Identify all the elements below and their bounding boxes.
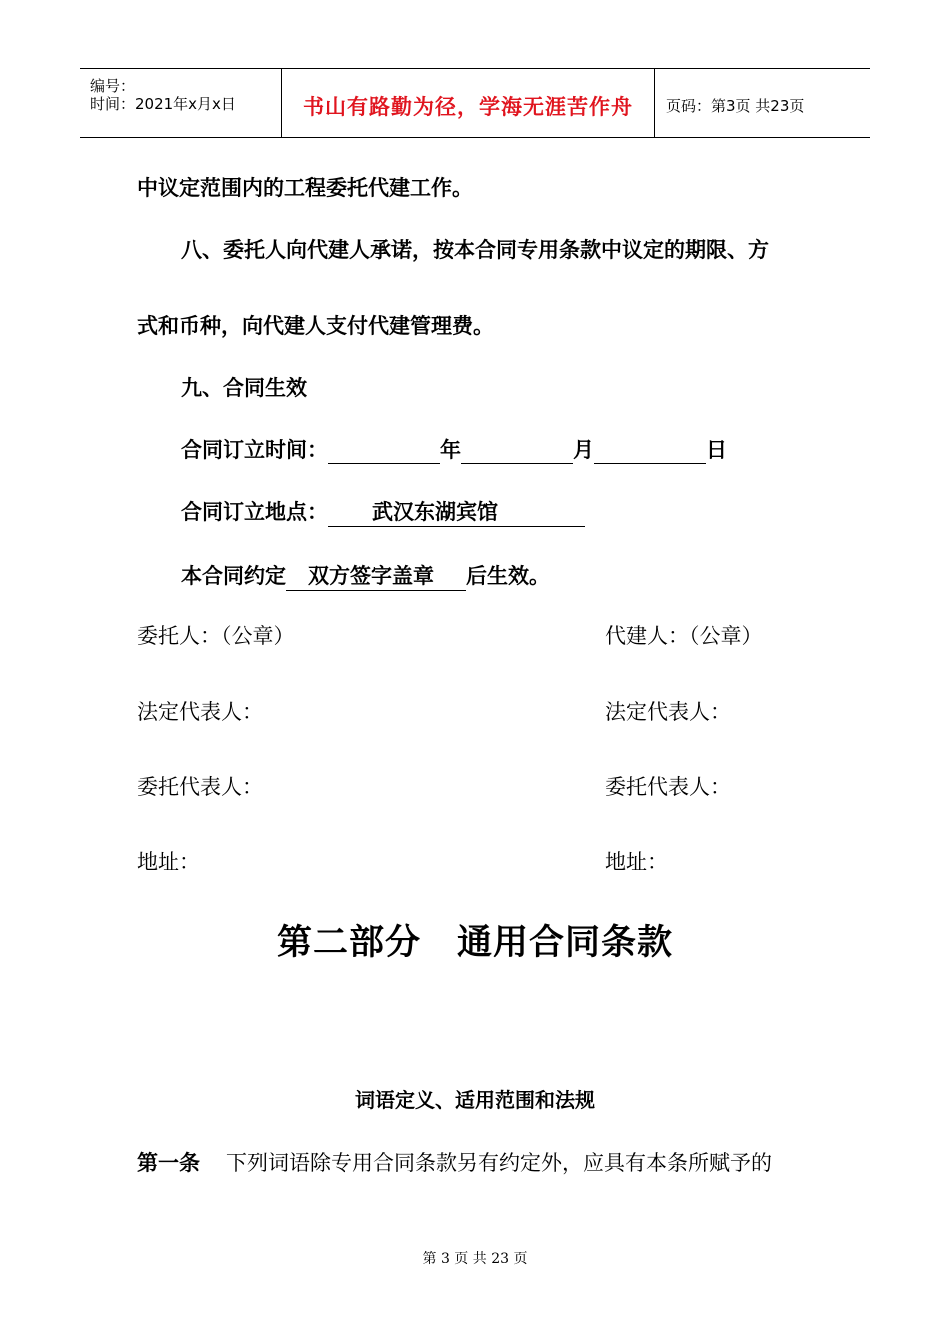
sign-month-blank [461, 439, 573, 464]
sign-place-label: 合同订立地点： [181, 499, 328, 524]
effect-value: 双方签字盖章 [286, 560, 466, 591]
effect-row [181, 560, 550, 591]
sign-place-value: 武汉东湖宾馆 [328, 496, 585, 527]
sign-time-label: 合同订立时间： [181, 437, 328, 462]
body-line-4: 九、合同生效 [181, 375, 307, 400]
header-motto: 书山有路勤为径，学海无涯苦作舟 [303, 95, 633, 119]
article-1-label: 第一条 [137, 1150, 200, 1175]
page-footer: 第 3 页 共 23 页 [422, 1251, 528, 1267]
document-date-label: 时间：2021年x月x日 [90, 95, 236, 113]
sign-year-blank [328, 439, 440, 464]
header-meta-cell [80, 69, 282, 137]
document-number-label: 编号： [90, 77, 136, 95]
left-agent-label: 委托代表人： [137, 775, 263, 799]
body-line-3: 式和币种，向代建人支付代建管理费。 [137, 313, 494, 338]
part-title: 第二部分 通用合同条款 [276, 922, 673, 963]
header-motto-cell [282, 69, 655, 137]
header-page-label: 页码：第3页 共23页 [666, 97, 805, 115]
right-party-label: 代建人：（公章） [605, 624, 763, 648]
effect-prefix: 本合同约定 [181, 563, 286, 588]
sign-time-row [181, 434, 727, 464]
left-party-label: 委托人：（公章） [137, 624, 295, 648]
left-address-label: 地址： [137, 850, 200, 874]
sign-place-row [181, 496, 585, 527]
year-label: 年 [440, 437, 461, 462]
page-header-table [80, 68, 870, 138]
section-title: 词语定义、适用范围和法规 [355, 1088, 595, 1112]
sign-day-blank [594, 439, 706, 464]
right-agent-label: 委托代表人： [605, 775, 731, 799]
effect-suffix: 后生效。 [466, 563, 550, 588]
article-1-row [137, 1147, 772, 1177]
body-line-2: 八、委托人向代建人承诺，按本合同专用条款中议定的期限、方 [181, 237, 769, 262]
right-legal-rep-label: 法定代表人： [605, 700, 731, 724]
body-line-1: 中议定范围内的工程委托代建工作。 [137, 175, 473, 200]
article-1-text: 下列词语除专用合同条款另有约定外，应具有本条所赋予的 [226, 1151, 772, 1175]
right-address-label: 地址： [605, 850, 668, 874]
left-legal-rep-label: 法定代表人： [137, 700, 263, 724]
day-label: 日 [706, 437, 727, 462]
month-label: 月 [573, 437, 594, 462]
